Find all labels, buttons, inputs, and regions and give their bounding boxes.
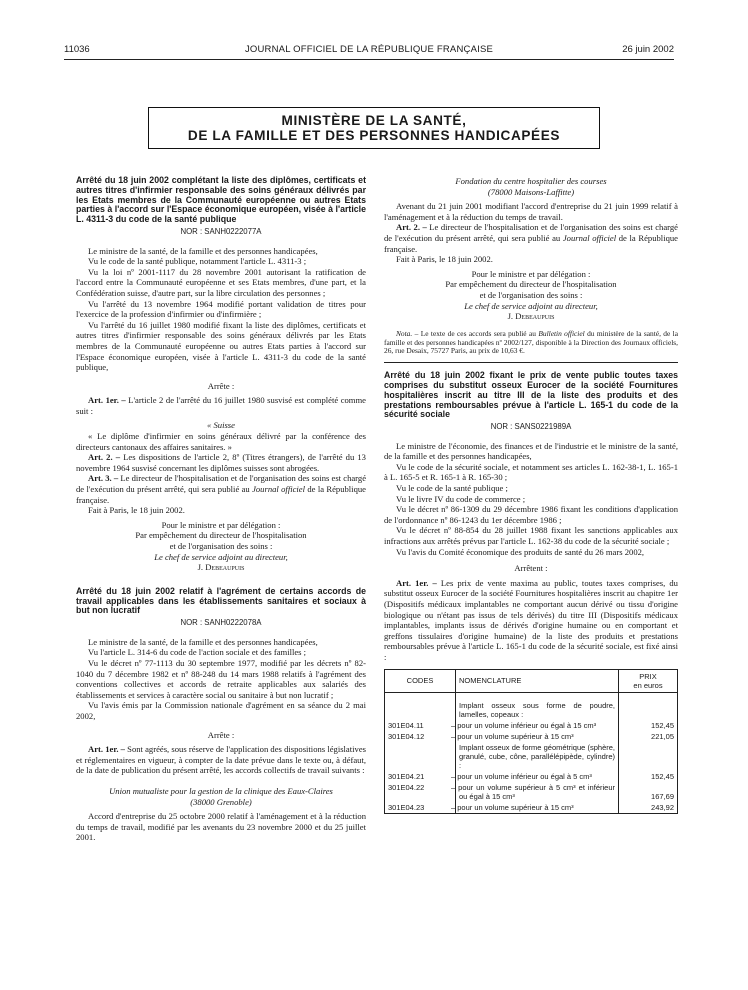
article-label: Art. 1er. – [88,744,125,755]
table-row [385,720,678,731]
article-text: Le directeur de l'hospitalisation et de l'organisation des soins est chargé de l'exécution du présent arrêté, qui sera publié au [76,473,367,495]
paragraph: Le ministre de la santé, de la famille et des personnes handicapées, [88,636,318,647]
nota-label: Nota. – [396,328,419,338]
article-label: Art. 1er. – [88,395,126,406]
table-header-row [385,669,678,692]
paragraph: Le ministre de l'économie, des finances et de l'industrie et le ministre de la santé, de la famille et des personnes handicapées, [384,440,678,462]
header-rule [64,59,674,60]
article-paragraph [76,473,366,505]
article-text: L'article 2 de l'arrêté du 16 juillet 1980 susvisé est complété comme suit : [76,395,366,416]
signature-line: Pour le ministre et par délégation : [161,519,281,530]
arrete-label: Arrêtent : [514,563,548,574]
paragraph: Vu le décret nº 86-1309 du 29 décembre 1986 fixant les conditions d'application de l'ordonnance nº 86-1243 du 1er décembre 1986 ; [384,504,678,525]
column-header-price [619,669,678,692]
paragraph: « Le diplôme d'infirmier en soins généraux délivré par la conférence des directeurs cantonaux des affaires sanitaires. » [76,431,366,452]
column-header-nomenclature: NOMENCLATURE [456,669,619,692]
table-row [385,802,678,814]
price-value: 152,45 [619,771,678,782]
product-code: 301E04.11 [385,720,456,731]
organisation-location: (78000 Maisons-Laffitte) [487,186,575,197]
left-column [76,176,366,843]
ministry-heading-line1: MINISTÈRE DE LA SANTÉ, [281,113,467,128]
issue-date: 26 juin 2002 [622,44,674,55]
product-code: 301E04.22 [385,782,456,802]
page-number: 11036 [64,44,90,55]
section-divider [384,362,678,363]
arrete-label: Arrête : [207,729,235,740]
article-text: Les prix de vente maxima au public, toutes taxes comprises, du substitut osseux Eurocer de la société Fournitures hospitalières inscrit au chapitre 1er (Dispositifs médicaux implantables ne comportant aucun dérivé ou tissu d'origine biologique ou n'étant pas issus de tels dérivés) du titre III (Dispositifs médicaux implantables, implants issus de dérivés d'origine humaine ou en comportant et greffons tissulaires d'origine humaine) de la liste des produits et prestations remboursables prévue à l'article L. 165-1 du code de la sécurité sociale, est fixé ainsi : [384,577,678,662]
price-value [619,692,678,720]
article-text: Les dispositions de l'article 2, 8º (Titres étrangers), de l'arrêté du 13 novembre 1964 susvisé concernant les diplômes suisses sont abrogées. [76,452,366,473]
date-line: Fait à Paris, le 18 juin 2002. [396,254,493,265]
right-column [384,176,678,814]
table-row [385,742,678,771]
signatory-name: J. Debeaupuis [507,311,555,322]
bulletin-officiel-ref: Bulletin officiel [538,328,585,338]
paragraph: Le ministre de la santé, de la famille et des personnes handicapées, [88,245,318,256]
article-paragraph [76,744,366,776]
organisation-name: Union mutualiste pour la gestion de la clinique des Eaux-Claires [109,785,333,796]
nota-note [384,330,678,356]
page-header [64,44,674,58]
price-value: 221,05 [619,731,678,742]
paragraph: Accord d'entreprise du 25 octobre 2000 relatif à l'aménagement et à la réduction du temps de travail, modifié par les avenants du 23 novembre 2000 et du 25 juillet 2001. [76,811,366,843]
journal-title: JOURNAL OFFICIEL DE LA RÉPUBLIQUE FRANÇAISE [244,44,494,55]
nomenclature-text: – pour un volume inférieur ou égal à 5 cm³ [456,771,619,782]
signatory-name: J. Debeaupuis [197,562,245,573]
price-header-line1: PRIX [639,671,657,681]
nor-reference: NOR : SANH0222077A [180,226,262,236]
article-label: Art. 3. – [88,473,119,484]
article-paragraph [384,578,678,663]
price-value: 152,45 [619,720,678,731]
signature-line: Pour le ministre et par délégation : [471,268,591,279]
paragraph: Vu le code de la santé publique, notamment l'article L. 4311-3 ; [88,256,307,267]
article-label: Art. 1er. – [396,577,437,588]
arrete-label: Arrête : [207,380,235,391]
signature-line: et de l'organisation des soins : [169,541,273,552]
paragraph: Vu le livre IV du code de commerce ; [396,493,526,504]
article-paragraph [384,222,678,254]
nota-text: du ministère de la santé, de la famille et des personnes handicapées nº 2002/127, disponible à la Direction des Journaux officiels, 26, rue Desaix, 75727 Paris, au prix de 10,63 €. [384,328,679,356]
table-row [385,782,678,802]
nomenclature-text: – pour un volume supérieur à 15 cm³ [456,802,619,814]
nomenclature-text: Implant osseux de forme géométrique (sphère, granulé, cube, cône, parallélépipède, cylindre) : [456,742,619,771]
column-header-codes: CODES [385,669,456,692]
nomenclature-text: – pour un volume supérieur à 5 cm³ et inférieur ou égal à 15 cm³ [456,782,619,802]
nor-reference: NOR : SANS0221989A [490,422,572,432]
table-row [385,771,678,782]
organisation-location: (38000 Grenoble) [190,796,252,807]
arrete-title: Arrêté du 18 juin 2002 complétant la liste des diplômes, certificats et autres titres d'infirmier responsable des soins généraux délivrés par les Etats membres de la Communauté européenne ou autres Etats parties à l'accord sur l'Espace économique européen, visée à l'article L. 4311-3 du code de la santé publique [76,175,366,225]
article-paragraph [76,452,366,473]
price-value: 243,92 [619,802,678,814]
product-code [385,742,456,771]
paragraph: Vu le code de la sécurité sociale, et notamment ses articles L. 162-38-1, L. 165-1 à L. 165-5 et R. 165-1 à R. 165-30 ; [384,461,678,483]
date-line: Fait à Paris, le 18 juin 2002. [88,505,185,516]
journal-officiel-ref: Journal officiel [562,232,617,243]
article-label: Art. 2. – [396,222,427,233]
product-code [385,692,456,720]
signature-line: Le chef de service adjoint au directeur, [154,551,288,562]
product-code: 301E04.23 [385,802,456,814]
signature-line: Le chef de service adjoint au directeur, [464,300,598,311]
paragraph: Vu le code de la santé publique ; [396,483,508,494]
arrete-title: Arrêté du 18 juin 2002 fixant le prix de vente public toutes taxes comprises du substitut osseux Eurocer de la société Fournitures hospitalières inscrit au titre III de la liste des produits et des prestations remboursables prévue à l'article L. 165-1 du code de la sécurité sociale [384,370,678,420]
price-header-line2: en euros [633,680,663,690]
nomenclature-text: Implant osseux sous forme de poudre, lamelles, copeaux : [456,692,619,720]
paragraph: Vu le décret nº 88-854 du 28 juillet 1988 fixant les sanctions applicables aux infractions aux arrêtés prévus par l'article L. 162-38 du code de la sécurité sociale ; [384,525,678,547]
paragraph: Vu l'arrêté du 16 juillet 1980 modifié fixant la liste des diplômes, certificats et autres titres d'infirmier responsable des soins généraux délivrés par les Etats membres de la Communauté européenne ou autres Etats parties à l'accord sur l'Espace économique européen, visée à l'article L. 4311-3 du code de la santé publique, [76,319,366,373]
article-text: Sont agréés, sous réserve de l'application des dispositions législatives et réglementaires en vigueur, à compter de la date prévue dans le texte ou, à défaut, de la date de publication du présent arrêté, les accords collectifs de travail suivants : [76,744,366,776]
signature-line: Par empêchement du directeur de l'hospitalisation [135,530,307,541]
paragraph: Vu l'arrêté du 13 novembre 1964 modifié portant validation de titres pour l'exercice de la profession d'infirmier ou d'infirmière ; [76,298,366,320]
ministry-heading-line2: DE LA FAMILLE ET DES PERSONNES HANDICAPÉES [187,128,561,143]
nomenclature-text: – pour un volume supérieur à 15 cm³ [456,731,619,742]
product-code: 301E04.21 [385,771,456,782]
paragraph: Vu l'avis du Comité économique des produits de santé du 26 mars 2002, [396,546,645,557]
paragraph: Avenant du 21 juin 2001 modifiant l'accord d'entreprise du 21 juin 1999 relatif à l'aménagement et à la réduction du temps de travail. [384,201,678,222]
paragraph: Vu l'article L. 314-6 du code de l'action sociale et des familles ; [88,647,307,658]
journal-officiel-ref: Journal officiel [252,484,306,495]
paragraph: Vu la loi nº 2001-1117 du 28 novembre 2001 autorisant la ratification de l'accord entre la Communauté européenne et ses Etats membres, d'une part, et la Confédération suisse, d'autre part, sur la libre circulation des personnes ; [76,266,366,298]
paragraph: Vu l'avis émis par la Commission nationale d'agrément en sa séance du 2 mai 2002, [76,700,366,721]
nomenclature-text: – pour un volume inférieur ou égal à 15 cm³ [456,720,619,731]
organisation-name: Fondation du centre hospitalier des courses [455,176,607,186]
price-table [384,669,678,814]
table-row [385,731,678,742]
table-row [385,692,678,720]
paragraph: Vu le décret nº 77-1113 du 30 septembre 1977, modifié par les décrets nº 82-1040 du 7 décembre 1982 et nº 88-248 du 14 mars 1988 relatifs à l'agrément des conventions collectives et accords de retraite applicables aux salariés des établissements et services à caractère social ou sanitaire à but non lucratif ; [76,657,366,700]
nor-reference: NOR : SANH0222078A [180,618,262,628]
article-paragraph [76,395,366,416]
arrete-title: Arrêté du 18 juin 2002 relatif à l'agrément de certains accords de travail applicables dans les établissements sanitaires et sociaux à but non lucratif [76,585,366,616]
article-text: Le directeur de l'hospitalisation et de l'organisation des soins est chargé de l'exécution du présent arrêté, qui sera publié au [384,222,678,243]
article-label: Art. 2. – [88,452,121,463]
price-value: 167,69 [619,782,678,802]
signature-line: Par empêchement du directeur de l'hospitalisation [445,279,617,290]
article-text: de la République française. [384,232,678,254]
country-heading: « Suisse [207,420,235,431]
signature-line: et de l'organisation des soins : [479,289,583,300]
article-text: de la République française. [76,484,366,505]
ministry-heading-box [148,107,600,149]
product-code: 301E04.12 [385,731,456,742]
nota-text: Le texte de ces accords sera publié au [420,328,536,338]
price-value [619,742,678,771]
